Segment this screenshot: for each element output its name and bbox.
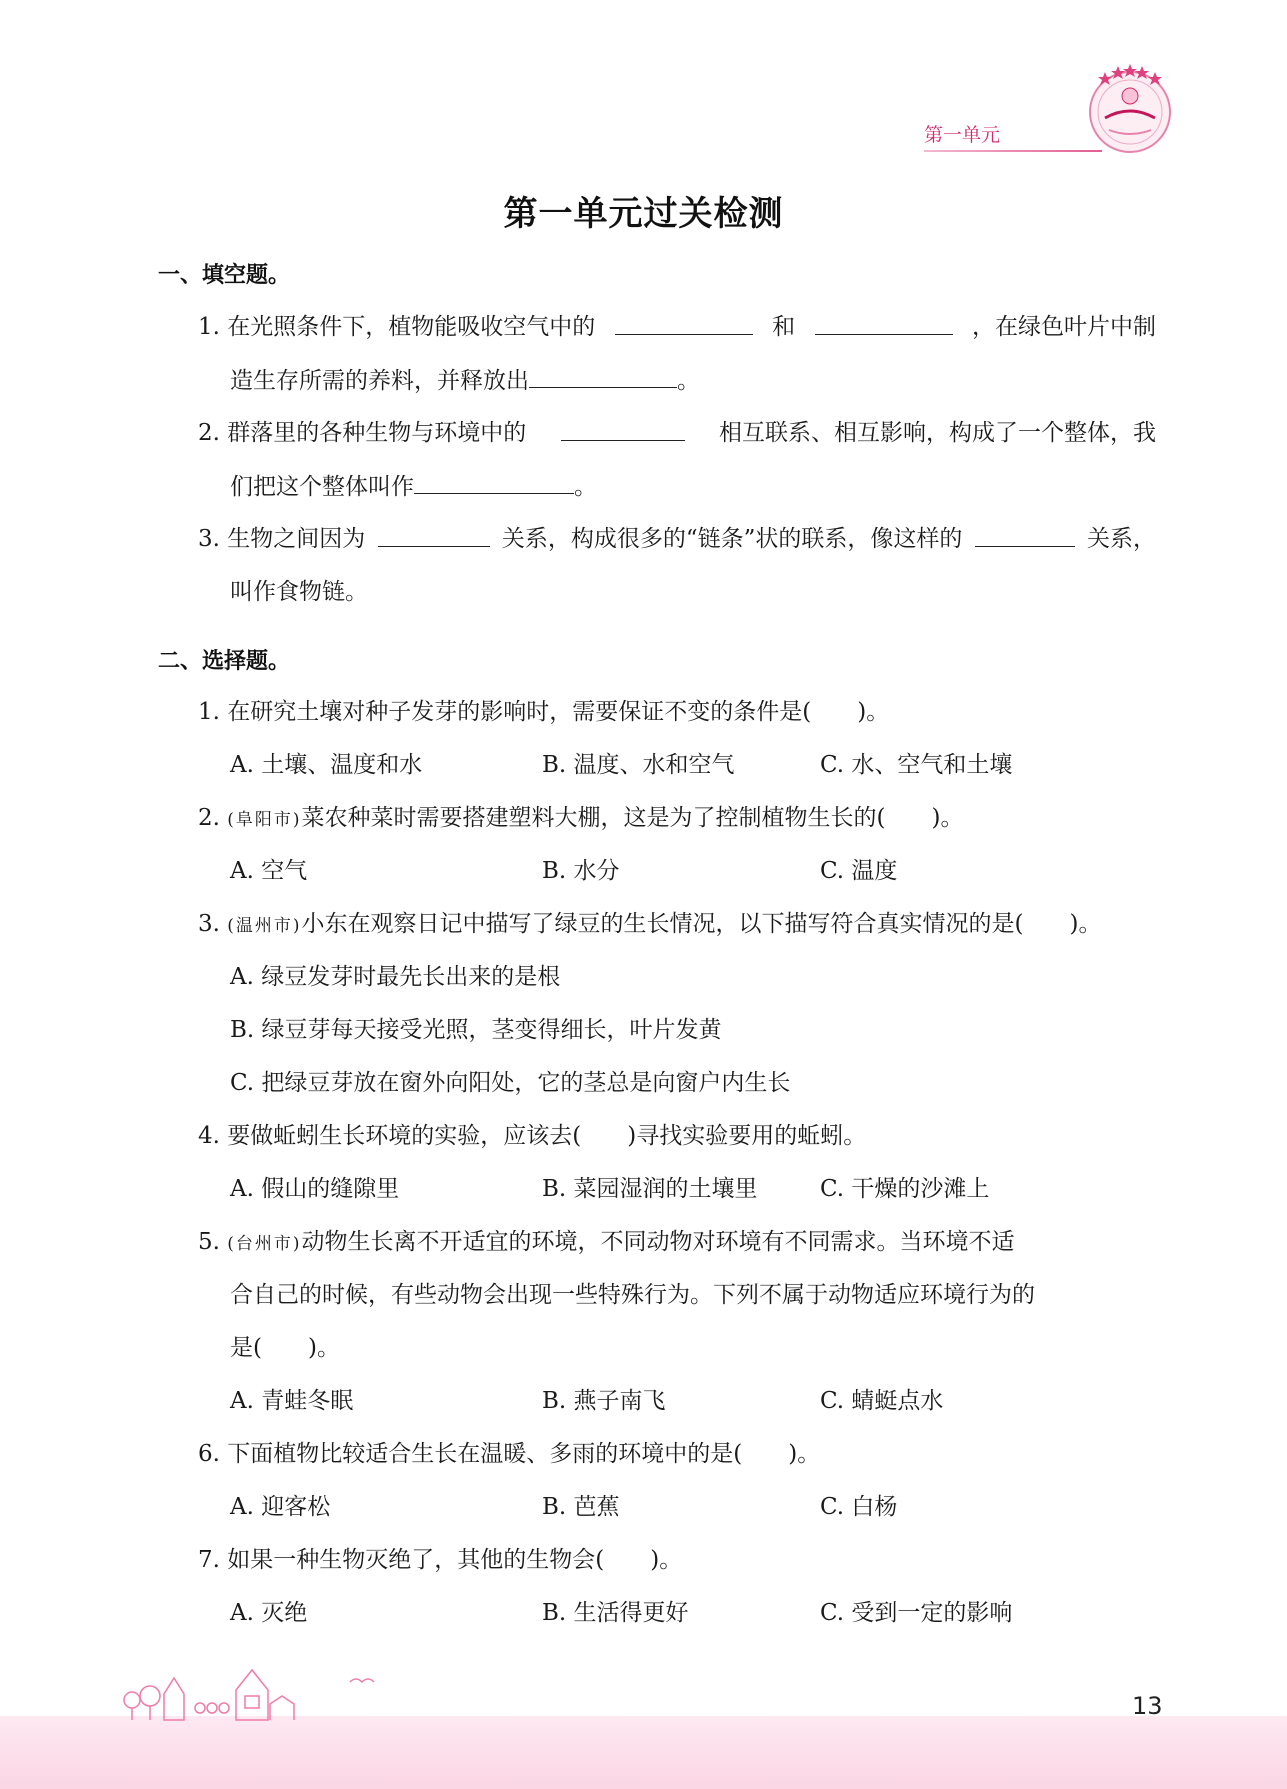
option-a[interactable]: A. 灭绝 (230, 1600, 308, 1626)
question-text: 。 (574, 474, 597, 500)
question-text: 关系，构成很多的“链条”状的联系，像这样的 (501, 526, 963, 552)
option-a[interactable]: A. 绿豆发芽时最先长出来的是根 (230, 964, 561, 990)
question-1-1-line-2 (230, 365, 700, 396)
answer-blank[interactable] (561, 418, 685, 441)
question-2-3 (198, 909, 1102, 941)
question-text: )。 (931, 805, 964, 831)
unit-tag-label: 第一单元 (924, 124, 1001, 146)
question-text: 关系， (1086, 526, 1156, 552)
question-2-6 (198, 1439, 820, 1469)
question-text: 动物生长离不开适宜的环境，不同动物对环境有不同需求。当环境不适 (301, 1229, 1015, 1255)
unit-tag (924, 120, 1074, 150)
question-text: 相互联系、相互影响，构成了一个整体，我 (718, 420, 1156, 446)
question-text: 4. 要做蚯蚓生长环境的实验，应该去( (198, 1123, 582, 1149)
question-1-2-line-2 (230, 471, 597, 502)
option-c[interactable]: C. 温度 (820, 858, 898, 884)
option-b[interactable]: B. 水分 (542, 858, 620, 884)
question-number: 2. (198, 805, 220, 831)
option-a[interactable]: A. 空气 (230, 858, 308, 884)
source-tag: (阜阳市) (227, 810, 302, 830)
question-text: )。 (788, 1441, 821, 1467)
question-text: 2. 群落里的各种生物与环境中的 (198, 420, 527, 446)
question-1-1-line-1 (198, 312, 1156, 342)
option-a[interactable]: A. 假山的缝隙里 (230, 1176, 400, 1202)
question-number: 3. (198, 911, 220, 937)
option-a[interactable]: A. 迎客松 (230, 1494, 331, 1520)
answer-blank[interactable] (975, 524, 1075, 547)
option-b[interactable]: B. 燕子南飞 (542, 1388, 666, 1414)
answer-blank[interactable] (529, 365, 677, 388)
question-text: 是( (230, 1335, 262, 1361)
question-text: 3. 生物之间因为 (198, 526, 366, 552)
town-illustration-icon (120, 1660, 400, 1724)
question-1-3-line-2: 叫作食物链。 (230, 579, 368, 605)
option-a[interactable]: A. 土壤、温度和水 (230, 752, 423, 778)
question-text: )。 (650, 1547, 683, 1573)
question-text: 1. 在光照条件下，植物能吸收空气中的 (198, 314, 596, 340)
question-text: ，在绿色叶片中制 (971, 314, 1156, 340)
question-1-2-line-1 (198, 418, 1156, 448)
question-text: )。 (857, 699, 890, 725)
question-text: 和 (772, 314, 796, 340)
option-b[interactable]: B. 芭蕉 (542, 1494, 620, 1520)
question-2-7 (198, 1545, 682, 1575)
option-b[interactable]: B. 绿豆芽每天接受光照，茎变得细长，叶片发黄 (230, 1017, 722, 1043)
page-title: 第一单元过关检测 (503, 194, 784, 234)
question-text: 7. 如果一种生物灭绝了，其他的生物会( (198, 1547, 605, 1573)
question-text: 6. 下面植物比较适合生长在温暖、多雨的环境中的是( (198, 1441, 743, 1467)
question-text: )。 (307, 1335, 340, 1361)
section-heading-multiple-choice: 二、选择题。 (158, 649, 291, 674)
option-c[interactable]: C. 受到一定的影响 (820, 1600, 1013, 1626)
question-text: 造生存所需的养料，并释放出 (230, 368, 529, 394)
answer-blank[interactable] (815, 312, 953, 335)
option-c[interactable]: C. 水、空气和土壤 (820, 752, 1013, 778)
question-1-3-line-1 (198, 524, 1156, 554)
option-a[interactable]: A. 青蛙冬眠 (230, 1388, 354, 1414)
option-c[interactable]: C. 干燥的沙滩上 (820, 1176, 990, 1202)
question-2-4 (198, 1121, 866, 1151)
option-b[interactable]: B. 生活得更好 (542, 1600, 689, 1626)
footer-band (0, 1716, 1287, 1789)
brand-logo-icon (1075, 60, 1185, 160)
question-text: 小东在观察日记中描写了绿豆的生长情况，以下描写符合真实情况的是( (301, 911, 1024, 937)
option-c[interactable]: C. 蜻蜓点水 (820, 1388, 944, 1414)
question-text: 菜农种菜时需要搭建塑料大棚，这是为了控制植物生长的( (301, 805, 886, 831)
question-text: 1. 在研究土壤对种子发芽的影响时，需要保证不变的条件是( (198, 699, 812, 725)
question-text: 们把这个整体叫作 (230, 474, 414, 500)
answer-blank[interactable] (378, 524, 490, 547)
option-c[interactable]: C. 白杨 (820, 1494, 898, 1520)
option-b[interactable]: B. 菜园湿润的土壤里 (542, 1176, 758, 1202)
question-text: 。 (677, 368, 700, 394)
source-tag: (温州市) (227, 916, 302, 936)
source-tag: (台州市) (227, 1234, 302, 1254)
answer-blank[interactable] (414, 471, 574, 494)
question-2-5-line-3 (230, 1333, 340, 1363)
question-2-5-line-2: 合自己的时候，有些动物会出现一些特殊行为。下列不属于动物适应环境行为的 (230, 1282, 1035, 1308)
question-text: )。 (1069, 911, 1102, 937)
option-b[interactable]: B. 温度、水和空气 (542, 752, 735, 778)
answer-blank[interactable] (615, 312, 753, 335)
page-number: 13 (1132, 1692, 1163, 1720)
question-2-5-line-1 (198, 1227, 1156, 1259)
option-c[interactable]: C. 把绿豆芽放在窗外向阳处，它的茎总是向窗户内生长 (230, 1070, 791, 1096)
question-2-2 (198, 803, 964, 835)
question-text: )寻找实验要用的蚯蚓。 (627, 1123, 867, 1149)
section-heading-fill-blank: 一、填空题。 (158, 263, 291, 288)
question-2-1 (198, 697, 889, 727)
question-number: 5. (198, 1229, 220, 1255)
